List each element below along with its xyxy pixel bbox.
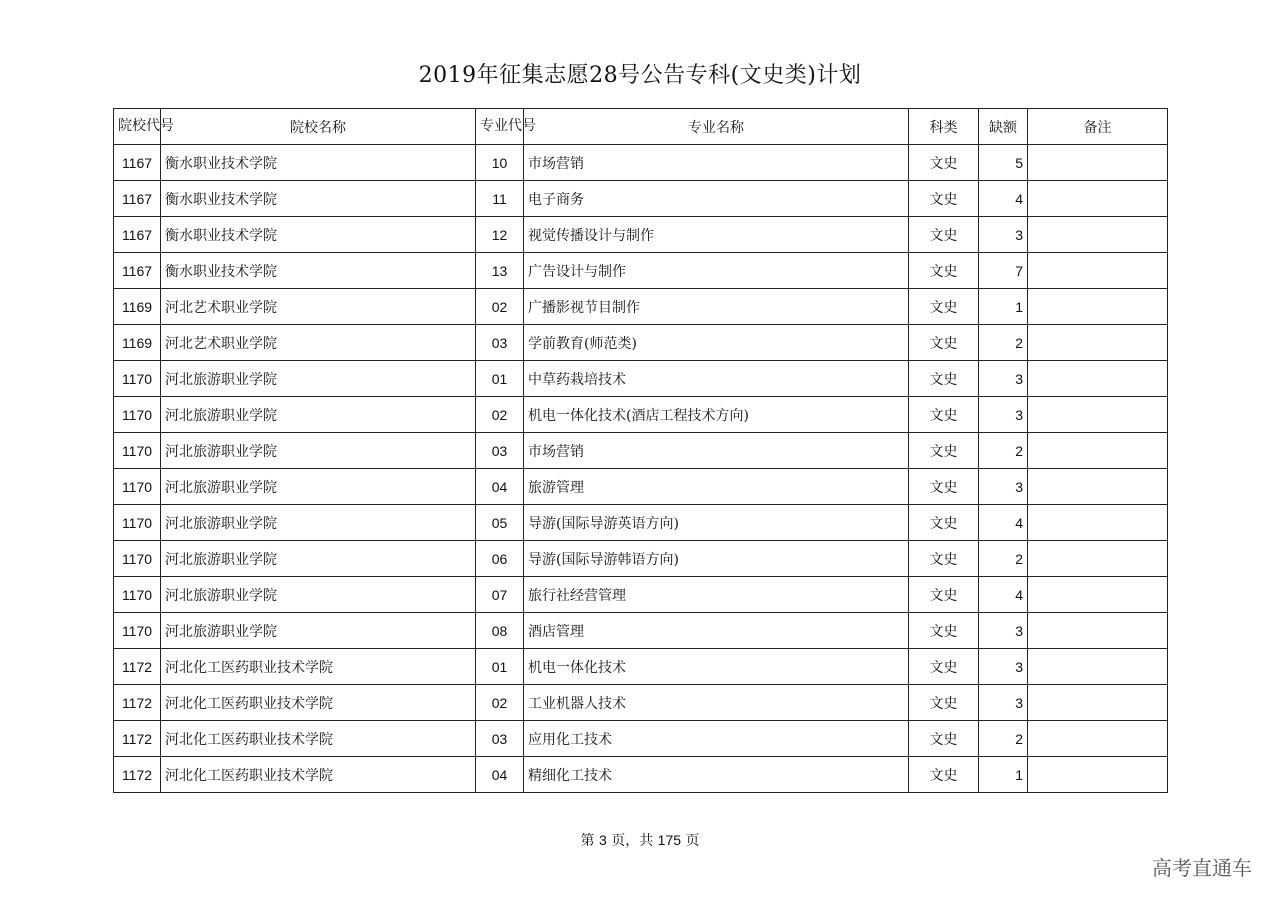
header-major-name: 专业名称 — [524, 109, 909, 145]
cell-category: 文史 — [909, 541, 979, 577]
table-row — [114, 613, 1168, 649]
cell-category: 文史 — [909, 577, 979, 613]
cell-major-code: 03 — [476, 433, 524, 469]
table-row — [114, 757, 1168, 793]
cell-school-code: 1169 — [114, 289, 161, 325]
table-header-row — [114, 109, 1168, 145]
cell-school-code: 1167 — [114, 253, 161, 289]
table-row — [114, 433, 1168, 469]
cell-vacancy: 2 — [979, 721, 1028, 757]
footer-prefix: 第 — [580, 833, 595, 849]
cell-school-name: 衡水职业技术学院 — [161, 253, 476, 289]
cell-school-name: 河北旅游职业学院 — [161, 613, 476, 649]
cell-major-code: 11 — [476, 181, 524, 217]
cell-school-name: 河北旅游职业学院 — [161, 541, 476, 577]
table-row — [114, 145, 1168, 181]
cell-school-code: 1172 — [114, 721, 161, 757]
cell-category: 文史 — [909, 325, 979, 361]
footer-page-number: 3 — [598, 832, 607, 848]
cell-vacancy: 3 — [979, 685, 1028, 721]
cell-major-name: 广播影视节目制作 — [524, 289, 909, 325]
cell-major-code: 04 — [476, 469, 524, 505]
cell-school-name: 衡水职业技术学院 — [161, 145, 476, 181]
cell-school-code: 1167 — [114, 145, 161, 181]
cell-major-code: 05 — [476, 505, 524, 541]
cell-school-code: 1167 — [114, 217, 161, 253]
cell-major-name: 电子商务 — [524, 181, 909, 217]
cell-category: 文史 — [909, 289, 979, 325]
cell-remark — [1028, 217, 1168, 253]
cell-major-code: 10 — [476, 145, 524, 181]
cell-major-name: 视觉传播设计与制作 — [524, 217, 909, 253]
cell-major-name: 导游(国际导游韩语方向) — [524, 541, 909, 577]
cell-school-name: 河北化工医药职业技术学院 — [161, 757, 476, 793]
cell-remark — [1028, 397, 1168, 433]
cell-major-name: 导游(国际导游英语方向) — [524, 505, 909, 541]
cell-vacancy: 3 — [979, 613, 1028, 649]
cell-vacancy: 3 — [979, 397, 1028, 433]
cell-major-name: 酒店管理 — [524, 613, 909, 649]
cell-remark — [1028, 613, 1168, 649]
table-row — [114, 397, 1168, 433]
table-row — [114, 685, 1168, 721]
cell-school-code: 1167 — [114, 181, 161, 217]
header-major-code: 专业代号 — [476, 109, 524, 145]
table-row — [114, 577, 1168, 613]
cell-major-name: 市场营销 — [524, 433, 909, 469]
cell-major-code: 06 — [476, 541, 524, 577]
cell-category: 文史 — [909, 145, 979, 181]
cell-school-name: 河北旅游职业学院 — [161, 397, 476, 433]
cell-vacancy: 3 — [979, 649, 1028, 685]
cell-category: 文史 — [909, 613, 979, 649]
cell-vacancy: 7 — [979, 253, 1028, 289]
cell-remark — [1028, 325, 1168, 361]
watermark: 高考直通车 — [1152, 856, 1252, 880]
cell-remark — [1028, 433, 1168, 469]
cell-remark — [1028, 145, 1168, 181]
cell-major-name: 广告设计与制作 — [524, 253, 909, 289]
cell-school-code: 1170 — [114, 469, 161, 505]
cell-major-code: 02 — [476, 685, 524, 721]
cell-school-code: 1170 — [114, 397, 161, 433]
cell-major-code: 04 — [476, 757, 524, 793]
table-row — [114, 217, 1168, 253]
cell-school-code: 1172 — [114, 757, 161, 793]
cell-vacancy: 3 — [979, 469, 1028, 505]
cell-remark — [1028, 541, 1168, 577]
footer-middle: 页，共 — [611, 833, 654, 849]
cell-school-name: 河北旅游职业学院 — [161, 433, 476, 469]
page-title: 2019年征集志愿28号公告专科(文史类)计划 — [418, 63, 862, 88]
footer-total-pages: 175 — [657, 832, 682, 848]
cell-category: 文史 — [909, 505, 979, 541]
cell-remark — [1028, 685, 1168, 721]
cell-vacancy: 2 — [979, 325, 1028, 361]
cell-remark — [1028, 757, 1168, 793]
cell-category: 文史 — [909, 649, 979, 685]
cell-major-code: 13 — [476, 253, 524, 289]
header-category: 科类 — [909, 109, 979, 145]
table-row — [114, 469, 1168, 505]
table-row — [114, 721, 1168, 757]
cell-vacancy: 3 — [979, 361, 1028, 397]
table-body — [114, 145, 1168, 793]
page-footer — [0, 830, 1280, 850]
cell-school-name: 河北旅游职业学院 — [161, 469, 476, 505]
cell-remark — [1028, 721, 1168, 757]
cell-major-name: 学前教育(师范类) — [524, 325, 909, 361]
table-row — [114, 505, 1168, 541]
cell-major-name: 市场营销 — [524, 145, 909, 181]
cell-vacancy: 2 — [979, 433, 1028, 469]
cell-school-code: 1170 — [114, 433, 161, 469]
cell-category: 文史 — [909, 253, 979, 289]
cell-remark — [1028, 649, 1168, 685]
cell-vacancy: 2 — [979, 541, 1028, 577]
cell-school-name: 河北艺术职业学院 — [161, 289, 476, 325]
cell-remark — [1028, 505, 1168, 541]
cell-school-code: 1170 — [114, 577, 161, 613]
cell-category: 文史 — [909, 433, 979, 469]
cell-school-code: 1172 — [114, 685, 161, 721]
cell-school-code: 1170 — [114, 613, 161, 649]
cell-major-name: 旅游管理 — [524, 469, 909, 505]
cell-remark — [1028, 469, 1168, 505]
cell-major-code: 07 — [476, 577, 524, 613]
cell-major-name: 精细化工技术 — [524, 757, 909, 793]
cell-school-name: 河北旅游职业学院 — [161, 577, 476, 613]
table-row — [114, 649, 1168, 685]
cell-major-code: 12 — [476, 217, 524, 253]
cell-major-code: 08 — [476, 613, 524, 649]
header-school-code: 院校代号 — [114, 109, 161, 145]
cell-school-name: 衡水职业技术学院 — [161, 217, 476, 253]
cell-category: 文史 — [909, 217, 979, 253]
cell-vacancy: 1 — [979, 289, 1028, 325]
table-row — [114, 253, 1168, 289]
cell-major-name: 旅行社经营管理 — [524, 577, 909, 613]
cell-major-code: 02 — [476, 289, 524, 325]
cell-school-name: 河北旅游职业学院 — [161, 361, 476, 397]
cell-category: 文史 — [909, 721, 979, 757]
cell-category: 文史 — [909, 397, 979, 433]
cell-major-code: 03 — [476, 721, 524, 757]
cell-school-code: 1169 — [114, 325, 161, 361]
cell-major-name: 工业机器人技术 — [524, 685, 909, 721]
table-row — [114, 181, 1168, 217]
cell-vacancy: 4 — [979, 577, 1028, 613]
cell-school-name: 河北化工医药职业技术学院 — [161, 721, 476, 757]
cell-school-code: 1170 — [114, 505, 161, 541]
cell-category: 文史 — [909, 469, 979, 505]
cell-school-code: 1170 — [114, 361, 161, 397]
cell-major-code: 02 — [476, 397, 524, 433]
table-row — [114, 361, 1168, 397]
cell-major-name: 中草药栽培技术 — [524, 361, 909, 397]
cell-school-name: 河北化工医药职业技术学院 — [161, 649, 476, 685]
cell-category: 文史 — [909, 181, 979, 217]
cell-school-code: 1172 — [114, 649, 161, 685]
cell-major-name: 机电一体化技术(酒店工程技术方向) — [524, 397, 909, 433]
cell-remark — [1028, 289, 1168, 325]
table-row — [114, 325, 1168, 361]
cell-category: 文史 — [909, 361, 979, 397]
cell-vacancy: 4 — [979, 181, 1028, 217]
cell-vacancy: 5 — [979, 145, 1028, 181]
cell-remark — [1028, 253, 1168, 289]
cell-vacancy: 1 — [979, 757, 1028, 793]
cell-school-name: 衡水职业技术学院 — [161, 181, 476, 217]
footer-suffix: 页 — [685, 833, 700, 849]
header-vacancy: 缺额 — [979, 109, 1028, 145]
cell-remark — [1028, 181, 1168, 217]
plan-table — [113, 108, 1168, 793]
cell-school-name: 河北化工医药职业技术学院 — [161, 685, 476, 721]
cell-vacancy: 4 — [979, 505, 1028, 541]
cell-category: 文史 — [909, 685, 979, 721]
header-school-name: 院校名称 — [161, 109, 476, 145]
cell-major-code: 01 — [476, 649, 524, 685]
header-remark: 备注 — [1028, 109, 1168, 145]
cell-remark — [1028, 577, 1168, 613]
cell-school-name: 河北艺术职业学院 — [161, 325, 476, 361]
cell-school-code: 1170 — [114, 541, 161, 577]
cell-category: 文史 — [909, 757, 979, 793]
cell-vacancy: 3 — [979, 217, 1028, 253]
cell-major-code: 01 — [476, 361, 524, 397]
table-row — [114, 289, 1168, 325]
cell-remark — [1028, 361, 1168, 397]
table-row — [114, 541, 1168, 577]
cell-major-name: 机电一体化技术 — [524, 649, 909, 685]
cell-major-code: 03 — [476, 325, 524, 361]
cell-school-name: 河北旅游职业学院 — [161, 505, 476, 541]
cell-major-name: 应用化工技术 — [524, 721, 909, 757]
